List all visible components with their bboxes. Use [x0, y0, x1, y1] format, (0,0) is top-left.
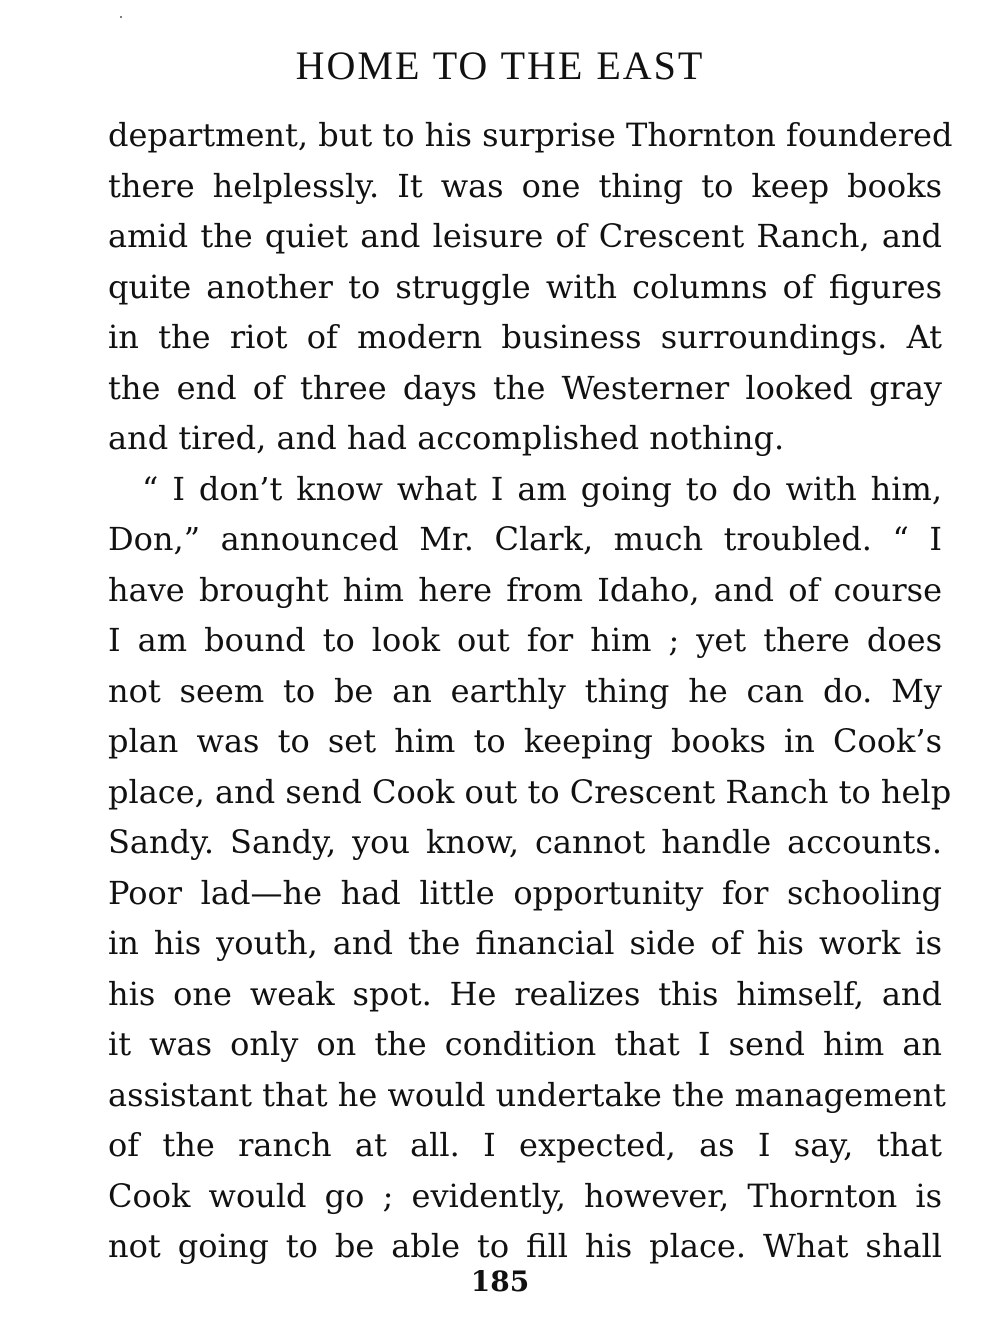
- text-line: his one weak spot. He realizes this himself, and: [108, 974, 942, 1013]
- text-line: it was only on the condition that I send him an: [108, 1025, 942, 1063]
- text-line: in the riot of modern business surroundings. At: [108, 318, 942, 356]
- text-line: I am bound to look out for him ; yet there does: [108, 621, 942, 659]
- text-line: the end of three days the Westerner looked gray: [108, 368, 942, 407]
- body-text: [108, 110, 953, 1272]
- text-line: plan was to set him to keeping books in Cook’s: [108, 722, 942, 760]
- text-line: not going to be able to fill his place. What shall: [108, 1227, 942, 1265]
- text-line: not seem to be an earthly thing he can do. My: [108, 671, 942, 710]
- text-line: amid the quiet and leisure of Crescent Ranch, and: [108, 217, 942, 255]
- text-line: department, but to his surprise Thornton foundered: [108, 116, 953, 154]
- text-line: and tired, and had accomplished nothing.: [108, 419, 785, 457]
- text-line: quite another to struggle with columns of figures: [108, 267, 942, 306]
- text-line: place, and send Cook out to Crescent Ranch to help: [108, 772, 952, 811]
- text-line: have brought him here from Idaho, and of course: [108, 570, 942, 609]
- text-line: assistant that he would undertake the management: [108, 1075, 946, 1114]
- text-line: Cook would go ; evidently, however, Thornton is: [108, 1176, 942, 1215]
- text-line: there helplessly. It was one thing to keep books: [108, 166, 942, 205]
- text-line: “ I don’t know what I am going to do with him,: [142, 469, 942, 508]
- print-speck: [120, 16, 122, 18]
- text-line: Don,” announced Mr. Clark, much troubled. “ I: [108, 520, 942, 558]
- text-line: of the ranch at all. I expected, as I say, that: [108, 1126, 942, 1164]
- page-number: 185: [470, 1265, 530, 1298]
- running-head: HOME TO THE EAST: [295, 43, 705, 88]
- text-line: Sandy. Sandy, you know, cannot handle accounts.: [108, 823, 942, 861]
- text-line: in his youth, and the financial side of his work is: [108, 924, 942, 962]
- text-line: Poor lad—he had little opportunity for schooling: [108, 873, 942, 912]
